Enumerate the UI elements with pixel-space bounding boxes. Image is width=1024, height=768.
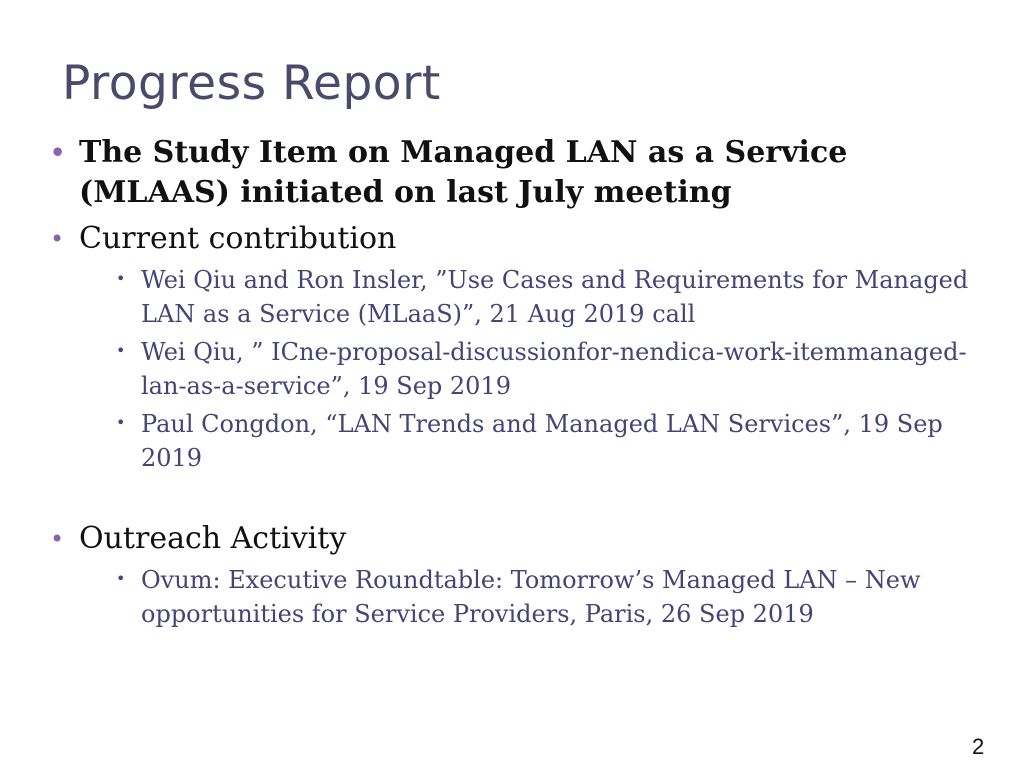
sub-bullet-dot-icon: • bbox=[116, 413, 126, 432]
sub-bullet-item bbox=[50, 263, 980, 331]
page-number: 2 bbox=[972, 734, 985, 759]
bullet-text: Current contribution bbox=[79, 221, 397, 256]
bullet-list bbox=[50, 133, 980, 631]
sub-bullet-item bbox=[50, 407, 980, 475]
sub-bullet-dot-icon: • bbox=[116, 341, 126, 360]
bullet-item bbox=[50, 519, 980, 559]
sub-bullet-text: Wei Qiu, ” ICne-proposal-discussionfor-nendica-work-itemmanaged-lan-as-a-service”, 19 Sep 2019 bbox=[141, 338, 967, 400]
slide-title: Progress Report bbox=[62, 56, 441, 111]
sub-bullet-dot-icon: • bbox=[116, 269, 126, 288]
sub-bullet-text: Ovum: Executive Roundtable: Tomorrow’s Managed LAN – New opportunities for Service Providers, Paris, 26 Sep 2019 bbox=[141, 566, 921, 628]
sub-bullet-item bbox=[50, 563, 980, 631]
bullet-dot-icon: • bbox=[50, 525, 65, 553]
bullet-dot-icon: • bbox=[50, 225, 65, 253]
sub-bullet-item bbox=[50, 335, 980, 403]
sub-bullet-text: Wei Qiu and Ron Insler, ”Use Cases and Requirements for Managed LAN as a Service (MLaaS)”, 21 Aug 2019 call bbox=[141, 266, 969, 328]
bullet-dot-icon: • bbox=[50, 138, 66, 167]
bullet-text: The Study Item on Managed LAN as a Service (MLAAS) initiated on last July meeting bbox=[79, 135, 848, 210]
sub-bullet-dot-icon: • bbox=[116, 569, 126, 588]
sub-bullet-text: Paul Congdon, “LAN Trends and Managed LAN Services”, 19 Sep 2019 bbox=[141, 410, 943, 472]
bullet-text: Outreach Activity bbox=[79, 521, 347, 556]
bullet-item bbox=[50, 219, 980, 259]
bullet-item bbox=[50, 133, 980, 213]
